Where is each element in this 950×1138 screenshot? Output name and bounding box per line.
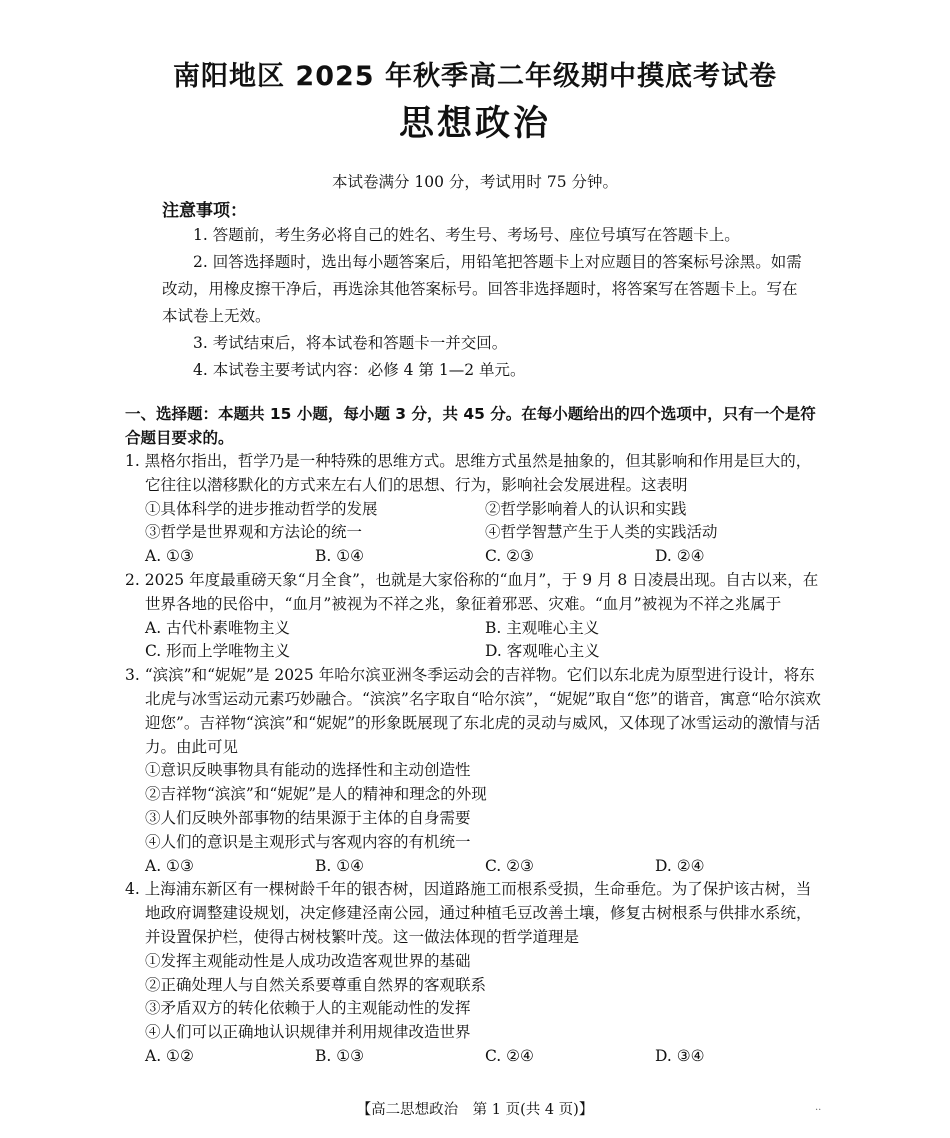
notice-heading: 注意事项： [162, 201, 247, 221]
notice-item: 4. 本试卷主要考试内容：必修 4 第 1—2 单元。 [193, 361, 526, 379]
notice-item: 1. 答题前，考生务必将自己的姓名、考生号、考场号、座位号填写在答题卡上。 [193, 226, 740, 244]
statement-row [125, 521, 825, 545]
option-row [125, 855, 825, 879]
option-a: A. ①③ [145, 856, 194, 875]
option-b: B. ①④ [315, 856, 365, 875]
statement: ③矛盾双方的转化依赖于人的主观能动性的发挥 [145, 999, 471, 1018]
notice-list [162, 222, 802, 384]
statement: ④哲学智慧产生于人类的实践活动 [485, 523, 718, 542]
option-row [125, 545, 825, 569]
option-d: D. 客观唯心主义 [485, 642, 600, 661]
option-c: C. ②③ [485, 547, 534, 566]
subject-title: 思想政治 [398, 104, 551, 144]
option-c: C. 形而上学唯物主义 [145, 642, 291, 661]
option-row [125, 640, 825, 664]
question-4 [125, 878, 825, 1068]
question-3 [125, 664, 825, 878]
option-d: D. ③④ [655, 1046, 705, 1065]
option-row [125, 617, 825, 641]
question-stem: 3. “滨滨”和“妮妮”是 2025 年哈尔滨亚洲冬季运动会的吉祥物。它们以东北虎为原型进行设计，将东北虎与冰雪运动元素巧妙融合。“滨滨”名字取自“哈尔滨”，“妮妮”取自“您”的谐音，寓意“哈尔滨欢迎您”。吉祥物“滨滨”和“妮妮”的形象既展现了东北虎的灵动与威风，又体现了冰雪运动的激情与活力。由此可见 [125, 666, 821, 756]
option-a: A. 古代朴素唯物主义 [145, 618, 291, 637]
statement: ③哲学是世界观和方法论的统一 [145, 523, 363, 542]
question-2 [125, 569, 825, 664]
statement: ④人们的意识是主观形式与客观内容的有机统一 [145, 832, 471, 851]
exam-info: 本试卷满分 100 分，考试用时 75 分钟。 [331, 173, 619, 191]
notice-item: 2. 回答选择题时，选出每小题答案后，用铅笔把答题卡上对应题目的答案标号涂黑。如需改动，用橡皮擦干净后，再选涂其他答案标号。回答非选择题时，将答案写在答题卡上。写在本试卷上无效。 [162, 253, 802, 325]
question-stem: 1. 黑格尔指出，哲学乃是一种特殊的思维方式。思维方式虽然是抽象的，但其影响和作用是巨大的，它往往以潜移默化的方式来左右人们的思想、行为，影响社会发展进程。这表明 [125, 452, 812, 494]
statement: ②哲学影响着人的认识和实践 [485, 499, 687, 518]
question-stem: 4. 上海浦东新区有一棵树龄千年的银杏树，因道路施工而根系受损，生命垂危。为了保护该古树，当地政府调整建设规划，决定修建泾南公园，通过种植毛豆改善土壤，修复古树根系与供排水系统，并设置保护栏，使得古树枝繁叶茂。这一做法体现的哲学道理是 [125, 880, 812, 946]
notice-item: 3. 考试结束后，将本试卷和答题卡一并交回。 [193, 334, 508, 352]
option-a: A. ①③ [145, 547, 194, 566]
option-d: D. ②④ [655, 547, 705, 566]
statement: ②吉祥物“滨滨”和“妮妮”是人的精神和理念的外现 [145, 785, 487, 804]
question-1 [125, 450, 825, 569]
exam-title: 南阳地区 2025 年秋季高二年级期中摸底考试卷 [173, 61, 777, 92]
option-c: C. ②④ [485, 1046, 534, 1065]
option-b: B. 主观唯心主义 [485, 618, 600, 637]
statement: ③人们反映外部事物的结果源于主体的自身需要 [145, 808, 471, 827]
option-a: A. ①② [145, 1046, 194, 1065]
option-row [125, 1045, 825, 1069]
page-footer: 【高二思想政治 第 1 页(共 4 页)】 [356, 1102, 594, 1118]
section-heading: 一、选择题：本题共 15 小题，每小题 3 分，共 45 分。在每小题给出的四个选项中，只有一个是符合题目要求的。 [125, 405, 816, 447]
statement: ①发挥主观能动性是人成功改造客观世界的基础 [145, 951, 471, 970]
question-list [125, 450, 825, 1069]
question-stem: 2. 2025 年度最重磅天象“月全食”，也就是大家俗称的“血月”，于 9 月 8 日凌晨出现。自古以来，在世界各地的民俗中，“血月”被视为不祥之兆，象征着邪恶、灾难。“血月”被视为不祥之兆属于 [125, 570, 819, 613]
statement-row [125, 498, 825, 522]
option-d: D. ②④ [655, 856, 705, 875]
footer-dots: .. [815, 1102, 822, 1113]
statement: ①具体科学的进步推动哲学的发展 [145, 499, 378, 518]
option-b: B. ①④ [315, 547, 365, 566]
statement: ①意识反映事物具有能动的选择性和主动创造性 [145, 761, 471, 780]
option-c: C. ②③ [485, 856, 534, 875]
option-b: B. ①③ [315, 1046, 365, 1065]
statement: ④人们可以正确地认识规律并利用规律改造世界 [145, 1023, 471, 1042]
statement: ②正确处理人与自然关系要尊重自然界的客观联系 [145, 975, 487, 994]
